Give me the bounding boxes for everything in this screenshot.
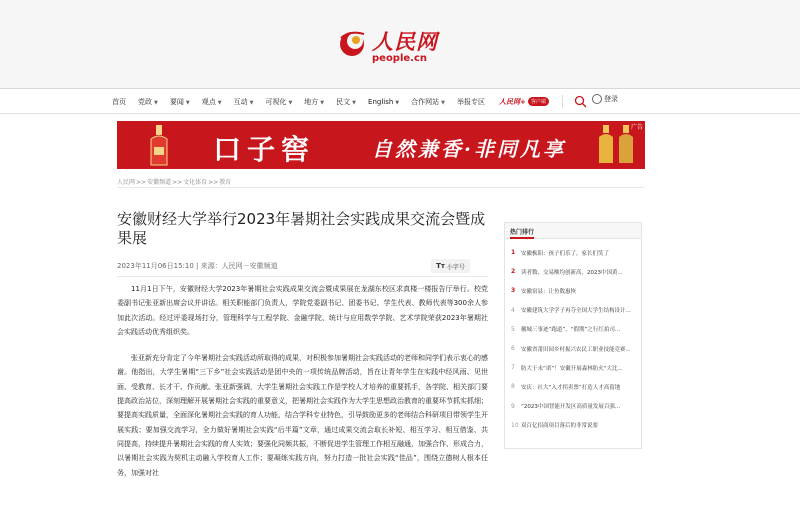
divider xyxy=(117,187,645,188)
nav-item[interactable] xyxy=(138,97,158,107)
rank-text: 安徽宿县：让鱼数惠恢 xyxy=(521,288,577,295)
nav-item[interactable] xyxy=(304,97,324,107)
hot-ranking-panel xyxy=(504,222,642,449)
article-body xyxy=(117,282,488,492)
nav-item-label: 可视化 xyxy=(265,97,287,106)
nav-item[interactable] xyxy=(170,97,190,107)
article-title: 安徽财经大学举行2023年暑期社会实践成果交流会暨成果展 xyxy=(117,210,486,247)
nav-item-label: 要闻 xyxy=(169,97,184,106)
title-underline xyxy=(510,237,534,239)
nav-item[interactable] xyxy=(368,98,399,106)
rank-text: 防大于未“诺”！安徽开展森林防火“大比... xyxy=(521,365,623,372)
ad-banner[interactable] xyxy=(117,121,645,169)
nav-item-label: 合作网站 xyxy=(411,97,440,106)
divider xyxy=(117,276,488,277)
nav-item[interactable] xyxy=(457,97,485,107)
rank-text: 徽城三事迹“跑道”，“假期”之行红拍司... xyxy=(521,327,621,334)
rank-number: 8 xyxy=(511,383,515,391)
rank-number: 1 xyxy=(511,249,516,257)
rank-number: 7 xyxy=(511,364,515,372)
login-label: 登录 xyxy=(604,95,618,103)
breadcrumb-link[interactable]: 文化体育 xyxy=(183,179,208,186)
breadcrumb-separator: >> xyxy=(172,179,183,186)
font-size-label: 小字号 xyxy=(446,263,465,271)
gold-bottle-icon xyxy=(617,125,635,165)
chevron-down-icon: ▼ xyxy=(154,99,158,106)
hot-ranking-item[interactable] xyxy=(511,339,639,358)
nav-divider xyxy=(562,95,563,108)
chevron-down-icon: ▼ xyxy=(395,99,400,106)
nav-item-label: 党政 xyxy=(138,97,152,106)
site-header xyxy=(0,0,800,88)
main-nav xyxy=(0,88,800,114)
user-icon xyxy=(592,94,602,104)
people-logo-icon xyxy=(338,28,368,58)
font-size-button[interactable] xyxy=(431,259,470,273)
chevron-down-icon: ▼ xyxy=(217,99,222,106)
hot-ranking-item[interactable] xyxy=(511,281,639,300)
nav-item[interactable] xyxy=(202,97,222,107)
breadcrumb-separator: >> xyxy=(136,179,147,186)
breadcrumb-link[interactable]: 人民网 xyxy=(117,179,136,186)
rank-text: “2023中国智能开发区高质量发展百强... xyxy=(521,404,621,411)
hot-ranking-item[interactable] xyxy=(511,358,639,377)
rank-number: 4 xyxy=(511,306,515,314)
nav-item[interactable] xyxy=(336,97,356,107)
nav-item[interactable] xyxy=(112,97,126,107)
breadcrumb-separator: >> xyxy=(208,179,219,186)
app-download-badge[interactable] xyxy=(499,97,549,107)
hot-ranking-item[interactable] xyxy=(511,243,639,262)
search-icon[interactable] xyxy=(574,95,587,108)
rank-number: 3 xyxy=(511,287,516,295)
hot-ranking-item[interactable] xyxy=(511,377,639,396)
nav-item[interactable] xyxy=(411,97,445,107)
hot-ranking-title: 热门排行 xyxy=(510,229,535,236)
rank-number: 2 xyxy=(511,268,516,276)
nav-item-label: 举报专区 xyxy=(457,97,486,106)
rank-number: 6 xyxy=(511,345,515,353)
breadcrumb-link[interactable]: 教育 xyxy=(219,179,232,186)
rank-text: 读者数、交易额均创新高，2023中国黄... xyxy=(521,269,623,276)
rank-text: 双百亿招商项目落后的非常说要 xyxy=(521,423,599,430)
nav-item[interactable] xyxy=(265,97,292,107)
wine-bottle-icon xyxy=(147,125,171,167)
rank-text: 安徽枞阳：孩子们乐了，家长们笑了 xyxy=(521,250,610,257)
logo-url: people.cn xyxy=(372,53,428,64)
breadcrumb xyxy=(117,177,231,186)
nav-item-label: 观点 xyxy=(201,97,216,106)
rank-number: 10 xyxy=(511,421,519,429)
hot-ranking-item[interactable] xyxy=(511,301,639,320)
article-paragraph: 张亚新充分肯定了今年暑期社会实践活动所取得的成果，对积极参加暑期社会实践活动的老师和同学们表示衷心的感谢。他指出，大学生暑期“三下乡”社会实践活动是团中央的一项传统品牌活动，旨在让青年学生在实践中经风雨、见世面、受教育、长才干、作贡献。张亚新强调，大学生暑期社会实践工作是学校人才培养的重要抓手，各学院、相关部门要提高政治站位，深刻理解开展暑期社会实践的重要意义，把暑期社会实践作为大学生思想政治教育的重要环节抓实抓细；要提高实践质量，全面深化暑期社会实践的育人功能，结合学科专业特色，引导鼓励更多的老师结合科研项目带领学生开展实践；要加强交流学习，全力做好暑期社会实践“后半篇”文章，通过成果交流会取长补短、相互学习、相互借鉴、共同提高，持续提升暑期社会实践的育人实效；要强化同频共振，不断促进学生管理工作相互融通，加强合作、形成合力，以暑期社会实践为契机主动融入学校育人工作；要凝练实践方向，努力打造一批社会实践“佳品”，围绕立德树人根本任务，加强对社 xyxy=(117,354,488,477)
rank-text: 安徽省莆田园乡村振兴农民工职业技能竞赛... xyxy=(521,346,631,353)
login-button[interactable] xyxy=(592,94,618,104)
hot-ranking-item[interactable] xyxy=(511,397,639,416)
banner-slogan: 自然兼香·非同凡享 xyxy=(372,137,566,161)
ad-label: 广告 xyxy=(630,124,643,131)
chevron-down-icon: ▼ xyxy=(352,99,357,106)
breadcrumb-link[interactable]: 安徽频道 xyxy=(147,179,172,186)
article-meta: 2023年11月06日15:10 | 来源：人民网－安徽频道 xyxy=(117,262,278,270)
hot-ranking-list xyxy=(505,239,641,435)
hot-ranking-item[interactable] xyxy=(511,416,639,435)
nav-item[interactable] xyxy=(234,97,254,107)
gold-bottle-icon xyxy=(597,125,615,165)
font-size-icon: Tт xyxy=(436,262,445,270)
rank-number: 5 xyxy=(511,325,515,333)
rank-text: 安徽建筑大学学子再夺全国大学生结构设计... xyxy=(521,308,631,315)
hot-ranking-header xyxy=(505,223,641,239)
nav-item-label: 互动 xyxy=(233,97,248,106)
nav-item-label: 地方 xyxy=(304,97,319,106)
people-logo[interactable] xyxy=(338,26,458,68)
hot-ranking-item[interactable] xyxy=(511,262,639,281)
hot-ranking-item[interactable] xyxy=(511,320,639,339)
chevron-down-icon: ▼ xyxy=(185,99,190,106)
banner-brand: 口子窖 xyxy=(213,133,316,166)
logo-text: 人民网 xyxy=(372,29,438,54)
nav-item-label: English xyxy=(368,97,394,106)
chevron-down-icon: ▼ xyxy=(320,99,325,106)
app-tag: 客户端 xyxy=(528,97,549,106)
chevron-down-icon: ▼ xyxy=(441,99,446,106)
article-paragraph: 11月1日下午，安徽财经大学2023年暑期社会实践成果交流会暨成果展在龙湖东校区求真楼一楼报告厅举行。校党委副书记张亚新出席会议并讲话。相关职能部门负责人，学院党委副书记、团委书记、学生代表、教师代表等300余人参加此次活动。经过评委现场打分，管理科学与工程学院、金融学院、统计与应用数学学院、艺术学院荣获2023年暑期社会实践活动优秀组织奖。 xyxy=(117,285,488,336)
app-name: 人民网+ xyxy=(499,97,526,106)
nav-item-label: 首页 xyxy=(112,97,126,106)
chevron-down-icon: ▼ xyxy=(288,99,293,106)
nav-list xyxy=(112,89,549,114)
chevron-down-icon: ▼ xyxy=(249,99,254,106)
rank-number: 9 xyxy=(511,402,515,410)
rank-text: 安庆：社大“入才拐卖票”打造人才高留地 xyxy=(521,384,621,391)
nav-item-label: 民文 xyxy=(336,97,351,106)
